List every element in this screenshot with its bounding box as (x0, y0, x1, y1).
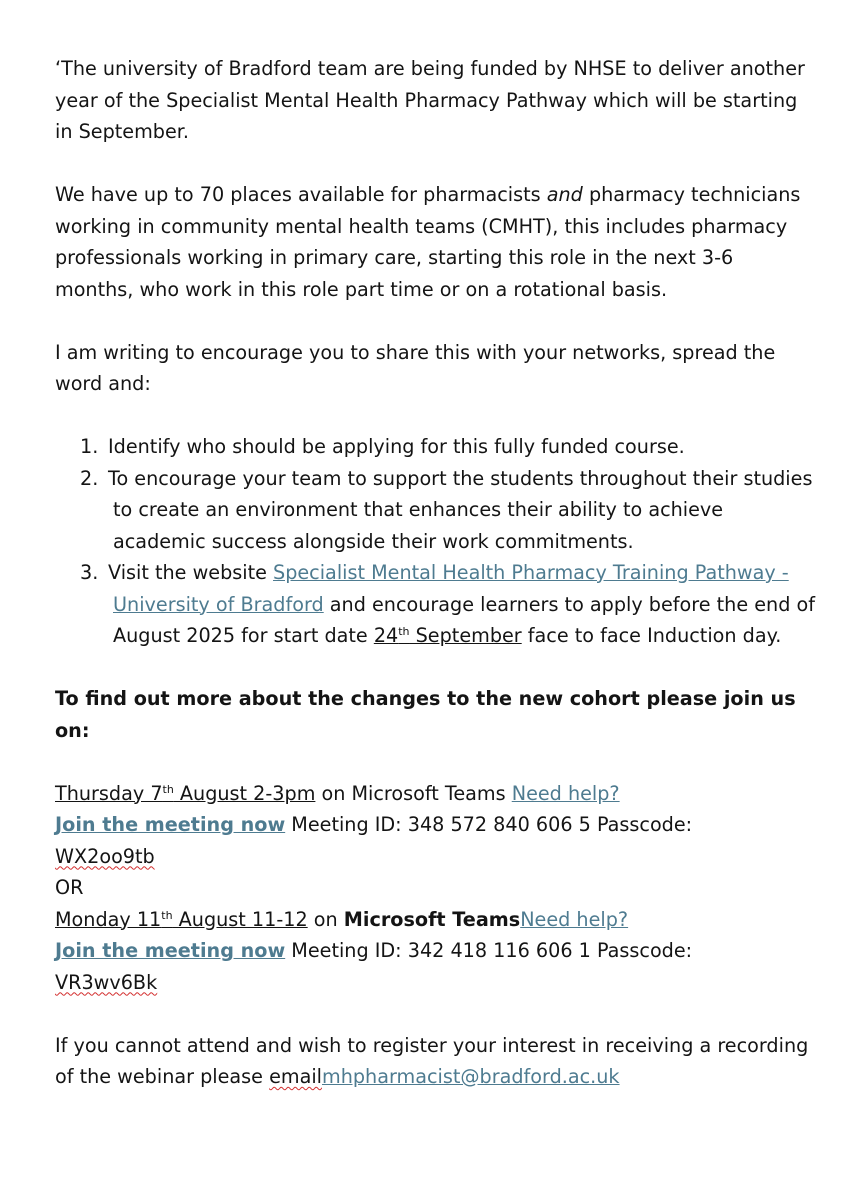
email-link[interactable]: mhpharmacist@bradford.ac.uk (322, 1065, 620, 1088)
or-separator: OR (55, 876, 84, 899)
join-meeting-link[interactable]: Join the meeting now (55, 939, 286, 962)
session-date: Monday 11th August 11-12 (55, 907, 308, 931)
session-date: Thursday 7th August 2-3pm (55, 781, 316, 805)
list-item-text: Visit the website (108, 561, 274, 584)
places-text-1: We have up to 70 places available for pharmacists (55, 183, 547, 206)
start-date: 24th September (373, 624, 522, 647)
list-item-text: face to face Induction day. (521, 624, 782, 647)
list-number: 2. (80, 466, 99, 490)
list-item (55, 431, 815, 463)
passcode-line (55, 967, 815, 999)
meeting-line (55, 809, 815, 841)
document-body (55, 53, 815, 1124)
need-help-link[interactable]: Need help? (511, 781, 620, 805)
steps-list (55, 431, 815, 652)
session-line (55, 778, 815, 810)
list-item (55, 557, 815, 652)
passcode: WX2oo9tb (55, 844, 155, 868)
places-emphasis: and (546, 183, 583, 206)
intro-paragraph: ‘The university of Bradford team are being funded by NHSE to deliver another year of the Specialist Mental Health Pharmacy Pathway which will be starting in September. (55, 57, 805, 143)
list-item-text: and encourage learners to apply before the end of August 2025 for start date (113, 592, 815, 647)
session-block (55, 778, 815, 873)
footer-paragraph (55, 1030, 815, 1093)
list-item (55, 463, 815, 558)
meeting-line (55, 935, 815, 967)
meeting-details: Meeting ID: 348 572 840 606 5 Passcode: (285, 813, 693, 836)
meeting-details: Meeting ID: 342 418 116 606 1 Passcode: (285, 939, 693, 962)
places-paragraph (55, 179, 815, 305)
places-text-2: pharmacy technicians working in community mental health teams (CMHT), this includes pharmacy professionals working in primary care, starting this role in the next 3-6 months, who work in this role part time or on a rotational basis. (55, 183, 801, 301)
session-platform: on Microsoft Teams (315, 781, 512, 805)
pathway-website-link[interactable]: Specialist Mental Health Pharmacy Training Pathway - University of Bradford (113, 561, 789, 616)
list-item-text: To encourage your team to support the students throughout their studies to create an environment that enhances their ability to achieve academic success alongside their work commitments. (108, 466, 813, 553)
join-meeting-link[interactable]: Join the meeting now (55, 813, 286, 836)
list-number: 1. (80, 435, 99, 458)
session-line (55, 904, 815, 936)
email-word: email (269, 1065, 322, 1088)
need-help-link[interactable]: Need help? (520, 907, 629, 931)
passcode-line (55, 841, 815, 873)
encourage-paragraph: I am writing to encourage you to share this with your networks, spread the word and: (55, 340, 776, 395)
passcode: VR3wv6Bk (55, 970, 158, 994)
cta-heading: To find out more about the changes to the new cohort please join us on: (55, 687, 796, 742)
footer-text: If you cannot attend and wish to register your interest in receiving a recording of the webinar please (55, 1033, 809, 1088)
session-block (55, 904, 815, 999)
session-platform: on (307, 907, 344, 931)
session-platform-name: Microsoft Teams (343, 907, 521, 931)
list-number: 3. (80, 561, 99, 584)
list-item-text: Identify who should be applying for this fully funded course. (108, 435, 685, 458)
